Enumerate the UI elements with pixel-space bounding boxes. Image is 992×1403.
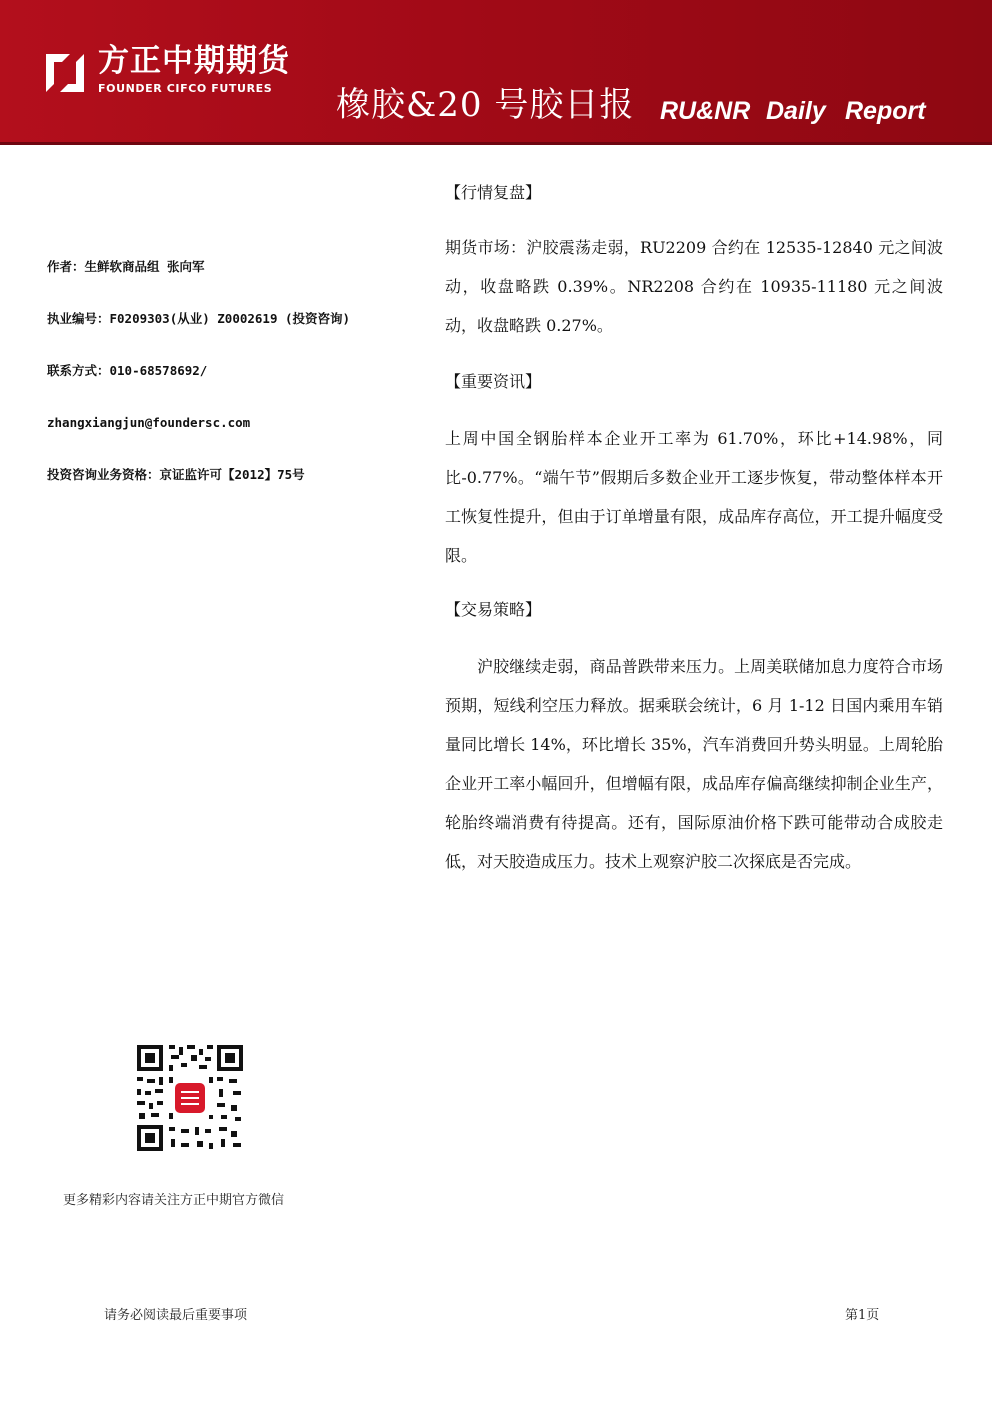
market-review-title: 【行情复盘】: [445, 183, 542, 202]
footer-notice: 请务必阅读最后重要事项: [104, 1308, 248, 1323]
report-header: [0, 0, 992, 142]
key-news-title: 【重要资讯】: [445, 372, 542, 391]
report-title-en-word: RU&NR: [660, 97, 751, 125]
wechat-qr-code: [135, 1043, 245, 1153]
market-review-body: 期货市场：沪胶震荡走弱，RU2209 合约在 12535-12840 元之间波动，收盘略跌 0.39%。NR2208 合约在 10935-11180 元之间波动，收盘略跌 0.27%。: [445, 238, 943, 335]
report-title-en-word: Report: [845, 97, 926, 125]
page-number: 第1页: [845, 1308, 880, 1323]
header-divider: [0, 142, 992, 145]
contact-line: 联系方式：010-68578692/: [47, 363, 208, 378]
key-news-body: 上周中国全钢胎样本企业开工率为 61.70%，环比+14.98%，同比-0.77%。“端午节”假期后多数企业开工逐步恢复，带动整体样本开工恢复性提升，但由于订单增量有限，成品库存高位，开工提升幅度受限。: [445, 429, 943, 565]
license-line: 执业编号：F0209303(从业) Z0002619 (投资咨询): [47, 311, 351, 326]
company-name-en: FOUNDER CIFCO FUTURES: [98, 82, 273, 95]
strategy-title: 【交易策略】: [445, 600, 542, 619]
qualification-line: 投资咨询业务资格：京证监许可【2012】75号: [47, 467, 305, 482]
report-title-cn: 橡胶&20 号胶日报: [336, 85, 635, 125]
qr-caption: 更多精彩内容请关注方正中期官方微信: [63, 1193, 285, 1208]
email-line: zhangxiangjun@foundersc.com: [47, 415, 251, 430]
strategy-body: 沪胶继续走弱，商品普跌带来压力。上周美联储加息力度符合市场预期，短线利空压力释放。据乘联会统计，6 月 1-12 日国内乘用车销量同比增长 14%，环比增长 35%，汽车消费回升势头明显。上周轮胎企业开工率小幅回升，但增幅有限，成品库存偏高继续抑制企业生产，轮胎终端消费有待提高。还有，国际原油价格下跌可能带动合成胶走低，对天胶造成压力。技术上观察沪胶二次探底是否完成。: [445, 657, 943, 871]
author-line: 作者：生鲜软商品组 张向军: [47, 259, 205, 274]
company-name-cn: 方正中期期货: [98, 43, 290, 79]
report-title-en-word: Daily: [766, 97, 826, 125]
founder-logo-icon: [40, 50, 90, 96]
